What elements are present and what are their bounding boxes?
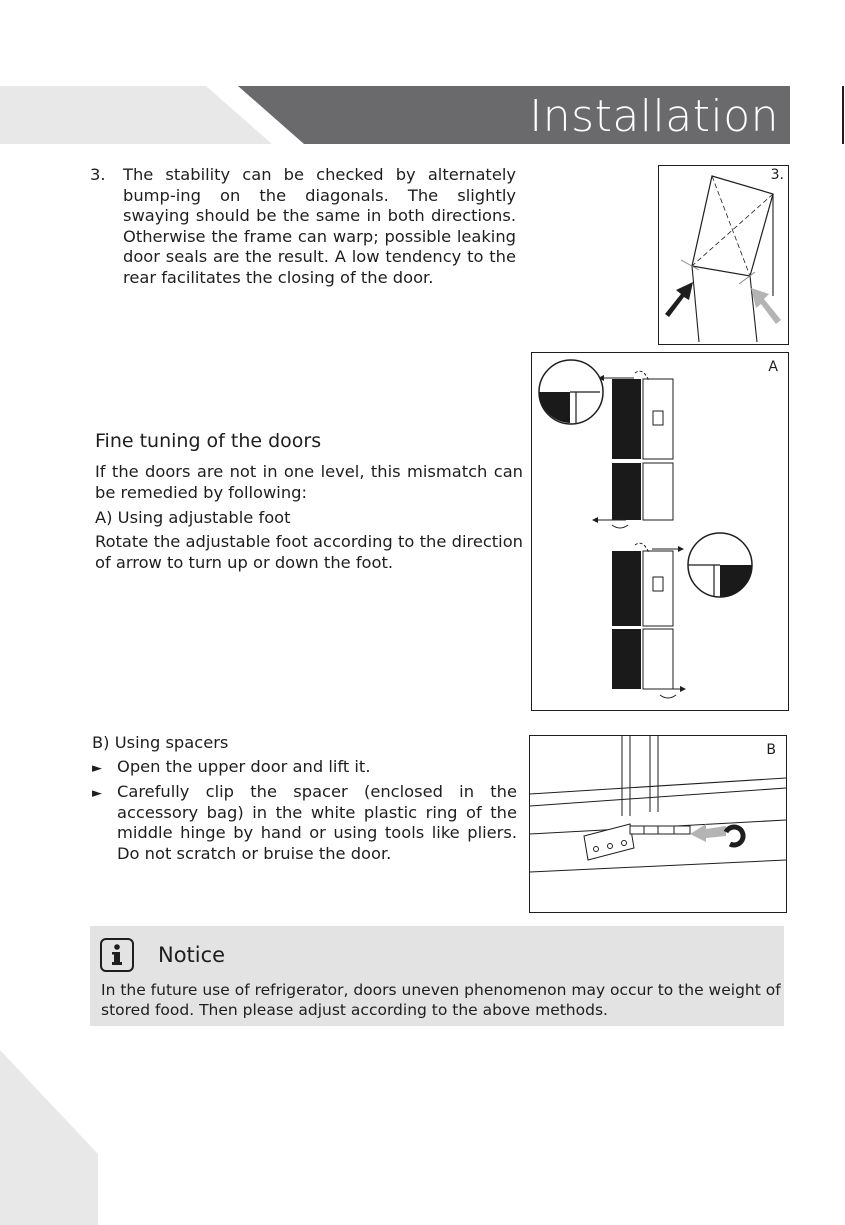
page-corner-tab [0, 1050, 100, 1225]
page-edge-bar [842, 86, 844, 144]
triangle-bullet-icon: ► [92, 786, 102, 801]
insert-arrow-icon [690, 824, 726, 842]
notice-title: Notice [158, 943, 226, 967]
subheading-adjustable-foot: A) Using adjustable foot [95, 508, 291, 527]
spacer-ring-icon [726, 827, 743, 845]
push-arrow-right-icon [751, 288, 781, 324]
figure-label-3: 3. [770, 167, 784, 183]
notice-box [90, 926, 784, 1026]
adjustable-foot-text: Rotate the adjustable foot according to the direction of arrow to turn up or down the foot. [95, 532, 523, 572]
figure-stability-check [658, 165, 789, 345]
triangle-bullet-icon: ► [92, 761, 102, 776]
figure-adjustable-foot [531, 352, 789, 711]
step-number: 3. [90, 165, 106, 184]
banner-light-tab [0, 86, 272, 144]
spacer-hinge-diagram [530, 736, 786, 912]
figure-label-b: B [766, 742, 776, 758]
subheading-spacers: B) Using spacers [92, 733, 229, 752]
stability-diagram [659, 166, 788, 344]
info-icon [100, 938, 134, 972]
figure-spacer-hinge [529, 735, 787, 913]
spacer-step-2: Carefully clip the spacer (enclosed in the accessory bag) in the white plastic ring of the middle hinge by hand or using tools like pliers. Do not scratch or bruise the door. [117, 782, 517, 863]
step-3-text: The stability can be checked by alternately bump-ing on the diagonals. The slightly swaying should be the same in both directions. Otherwise the frame can warp; possible leaking door seals are the result. A low tendency to the rear facilitates the closing of the door. [123, 165, 516, 287]
spacer-step-1: Open the upper door and lift it. [117, 757, 371, 776]
figure-label-a: A [768, 359, 778, 375]
adjustable-foot-diagram [532, 353, 788, 710]
section-title-fine-tuning: Fine tuning of the doors [95, 430, 322, 452]
page-title: Installation [529, 91, 779, 142]
notice-text: In the future use of refrigerator, doors uneven phenomenon may occur to the weight of stored food. Then please adjust according to the above methods. [101, 981, 781, 1019]
fine-tuning-intro: If the doors are not in one level, this mismatch can be remedied by following: [95, 462, 523, 502]
push-arrow-left-icon [665, 282, 693, 317]
